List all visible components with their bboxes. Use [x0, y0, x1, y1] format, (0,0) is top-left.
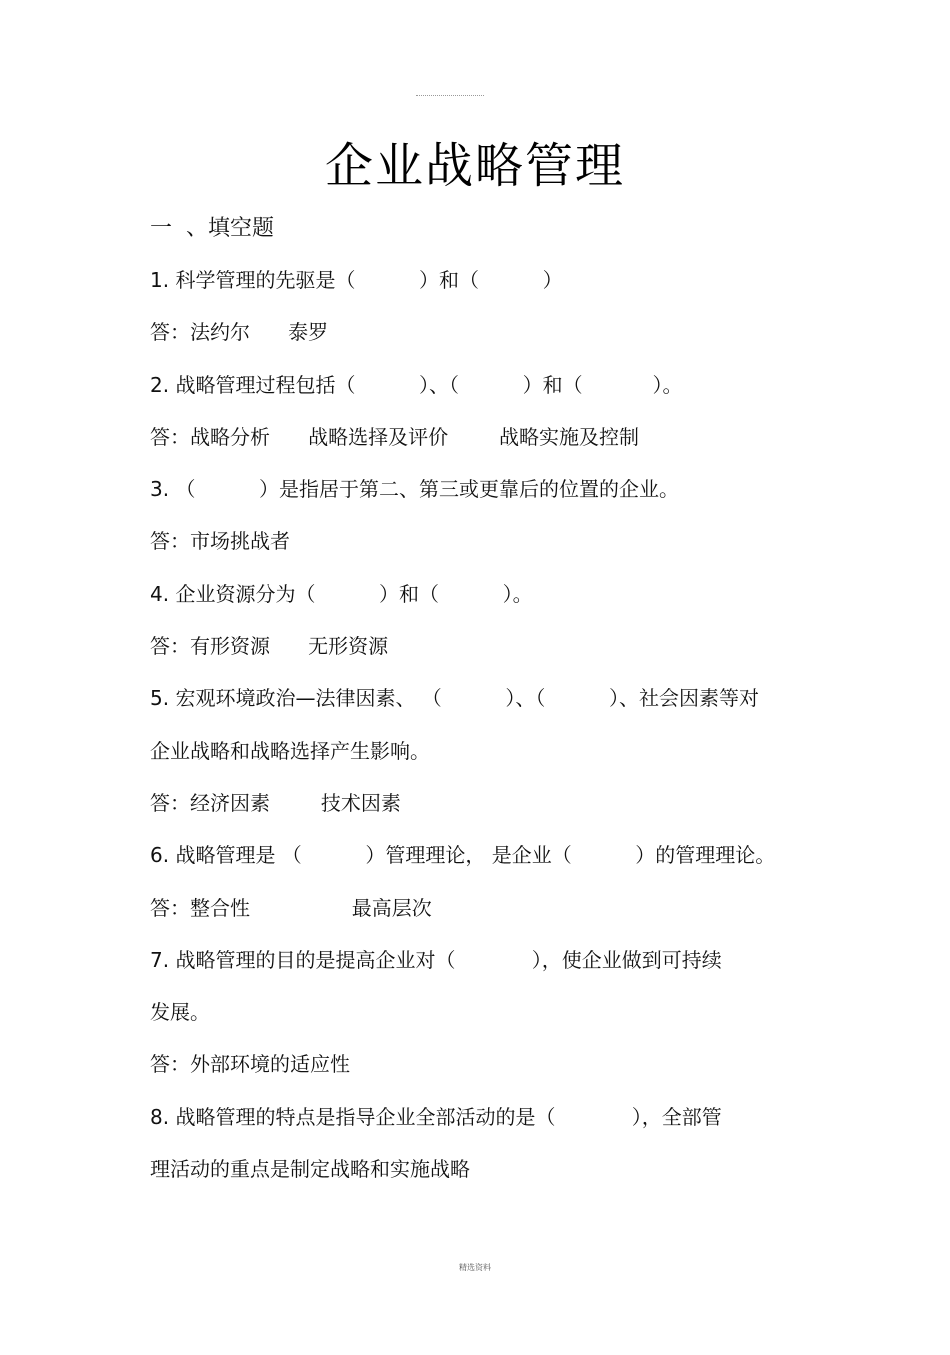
answer-3: 答：市场挑战者	[150, 529, 290, 554]
answer-5: 答：经济因素 技术因素	[150, 790, 401, 815]
question-4: 4. 企业资源分为（ ）和（ ）。	[150, 581, 533, 606]
answer-1: 答：法约尔 泰罗	[150, 320, 329, 345]
page-footer: 精选资料	[459, 1263, 491, 1272]
question-6: 6. 战略管理是 （ ）管理理论， 是企业（ ）的管理理论。	[150, 843, 776, 868]
section-heading: 一 、填空题	[150, 216, 274, 241]
question-5-line-2: 企业战略和战略选择产生影响。	[150, 738, 430, 763]
question-7-line-1: 7. 战略管理的目的是提高企业对（ ），使企业做到可持续	[150, 947, 722, 972]
header-rule	[416, 95, 484, 96]
document-title: 企业战略管理	[324, 138, 625, 194]
question-5-line-1: 5. 宏观环境政治—法律因素、 （ ）、（ ）、社会因素等对	[150, 686, 759, 711]
answer-4: 答：有形资源 无形资源	[150, 634, 389, 659]
question-7-line-2: 发展。	[150, 1000, 210, 1025]
answer-2: 答：战略分析 战略选择及评价 战略实施及控制	[150, 424, 640, 449]
answer-6: 答：整合性 最高层次	[150, 895, 432, 920]
question-list	[150, 263, 810, 1204]
question-8-line-1: 8. 战略管理的特点是指导企业全部活动的是（ ），全部管	[150, 1104, 722, 1129]
answer-7: 答：外部环境的适应性	[150, 1052, 350, 1077]
question-2: 2. 战略管理过程包括（ ）、（ ）和（ ）。	[150, 372, 683, 397]
question-3: 3. （ ）是指居于第二、第三或更靠后的位置的企业。	[150, 477, 680, 502]
question-1: 1. 科学管理的先驱是（ ）和（ ）	[150, 268, 563, 292]
question-8-line-2: 理活动的重点是制定战略和实施战略	[150, 1157, 470, 1182]
